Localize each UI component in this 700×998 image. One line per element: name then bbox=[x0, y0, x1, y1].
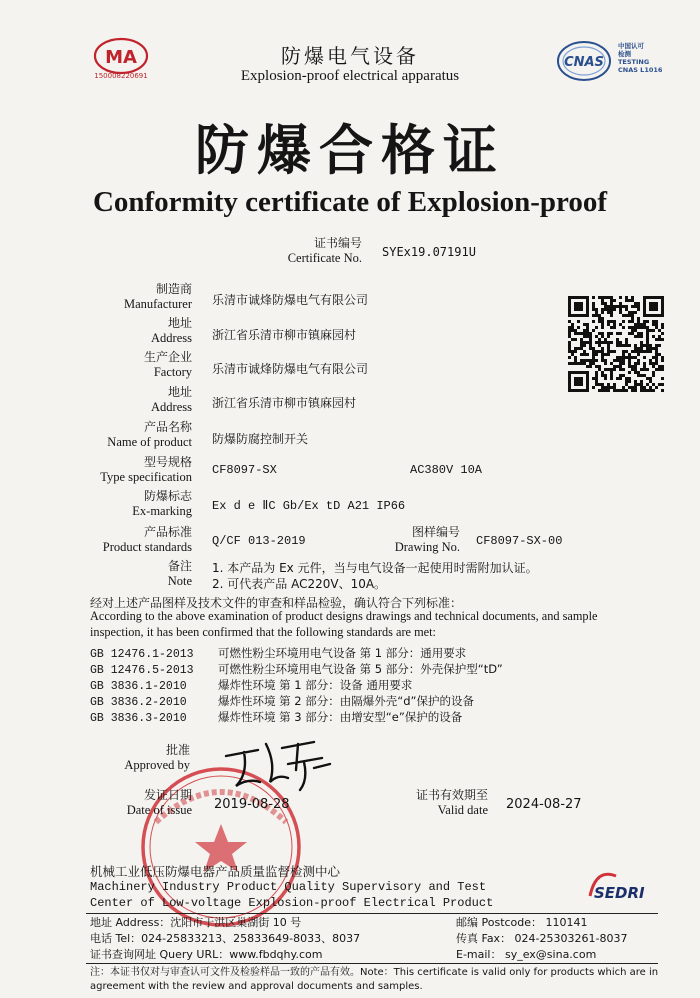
product-name-label: 产品名称 Name of product bbox=[107, 420, 192, 449]
product-standards-value: Q/CF 013-2019 bbox=[212, 534, 306, 548]
issuer-cn: 机械工业低压防爆电器产品质量监督检测中心 bbox=[90, 864, 341, 879]
note-line-2: 2. 可代表产品 AC220V、10A。 bbox=[212, 577, 387, 591]
contact-divider-top bbox=[86, 913, 658, 914]
header-title-cn: 防爆电气设备 bbox=[281, 44, 419, 68]
note-label: 备注 Note bbox=[167, 559, 192, 588]
standard-code: GB 3836.1-2010 bbox=[90, 680, 187, 693]
contact-query-url: 证书查询网址 Query URL：www.fbdqhy.com bbox=[90, 948, 323, 961]
cnas-accreditation-text: 中国认可 检测 TESTING CNAS L1016 bbox=[618, 42, 663, 74]
type-spec-label: 型号规格 Type specification bbox=[100, 455, 192, 484]
standard-code: GB 3836.3-2010 bbox=[90, 712, 187, 725]
certificate-no-label: 证书编号 Certificate No. bbox=[287, 236, 362, 265]
standard-description: 可燃性粉尘环境用电气设备 第 1 部分：通用要求 bbox=[218, 646, 467, 660]
standard-code: GB 3836.2-2010 bbox=[90, 696, 187, 709]
contact-postcode: 邮编 Postcode： 110141 bbox=[456, 916, 588, 929]
certificate-title-en: Conformity certificate of Explosion-proof bbox=[92, 186, 608, 218]
factory-address-value: 浙江省乐清市柳市镇麻园村 bbox=[212, 396, 357, 410]
factory-value: 乐清市诚烽防爆电气有限公司 bbox=[212, 362, 369, 376]
standard-description: 爆炸性环境 第 3 部分：由增安型“e”保护的设备 bbox=[218, 710, 463, 724]
examination-cn: 经对上述产品图样及技术文件的审查和样品检验，确认符合下列标准： bbox=[90, 596, 463, 610]
standard-row bbox=[90, 706, 462, 725]
examination-en: According to the above examination of product designs drawings and technical documents, and sample inspection, it has been confirmed that the following standards are met: bbox=[90, 609, 598, 639]
signature-icon bbox=[218, 734, 338, 794]
approved-by-label: 批准 Approved by bbox=[124, 743, 190, 772]
note-line-1: 1. 本产品为 Ex 元件，当与电气设备一起使用时需附加认证。 bbox=[212, 561, 538, 575]
header-title-en: Explosion-proof electrical apparatus bbox=[240, 68, 460, 84]
issuer-en-1: Machinery Industry Product Quality Supervisory and Test bbox=[90, 880, 487, 894]
manufacturer-value: 乐清市诚烽防爆电气有限公司 bbox=[212, 293, 369, 307]
certificate-title-cn: 防爆合格证 bbox=[195, 118, 505, 182]
drawing-no-label: 图样编号 Drawing No. bbox=[394, 525, 460, 554]
sedri-logo-icon bbox=[586, 862, 652, 906]
svg-text:CNAS: CNAS bbox=[564, 55, 604, 70]
ex-marking-value: Ex d e ⅡC Gb/Ex tD A21 IP66 bbox=[212, 499, 406, 513]
valid-date-label: 证书有效期至 Valid date bbox=[415, 788, 488, 817]
contact-divider-bottom bbox=[86, 963, 658, 964]
contact-address: 地址 Address：沈阳市于洪区巢湖街 10 号 bbox=[90, 916, 302, 929]
contact-tel: 电话 Tel：024-25833213、25833649-8033、8037 bbox=[90, 932, 361, 945]
type-spec-value: CF8097-SX bbox=[212, 463, 277, 477]
footer-note: 注：本证书仅对与审查认可文件及检验样品一致的产品有效。Note：This certificate is valid only for products which are in agreement with the review and approval documents and samples. bbox=[90, 967, 659, 992]
issuer-en-2: Center of Low-voltage Explosion-proof Electrical Product bbox=[90, 896, 494, 910]
drawing-no-value: CF8097-SX-00 bbox=[476, 534, 563, 548]
qr-code-icon bbox=[568, 296, 664, 392]
address-label: 地址 Address bbox=[151, 316, 192, 345]
manufacturer-label: 制造商 Manufacturer bbox=[123, 282, 192, 311]
type-spec-rating: AC380V 10A bbox=[410, 463, 483, 477]
ex-marking-label: 防爆标志 Ex-marking bbox=[132, 489, 192, 518]
svg-text:SEDRI: SEDRI bbox=[594, 884, 645, 902]
svg-text:MA: MA bbox=[105, 47, 137, 68]
standard-description: 爆炸性环境 第 2 部分：由隔爆外壳“d”保护的设备 bbox=[218, 694, 474, 708]
product-standards-label: 产品标准 Product standards bbox=[102, 525, 192, 554]
valid-date-value: 2024-08-27 bbox=[506, 797, 582, 812]
contact-email: E-mail： sy_ex@sina.com bbox=[456, 948, 597, 961]
issue-date-label: 发证日期 Date of issue bbox=[126, 788, 192, 817]
contact-fax: 传真 Fax： 024-25303261-8037 bbox=[456, 932, 628, 945]
factory-address-label: 地址 Address bbox=[151, 385, 192, 414]
certificate-no-value: SYEx19.07191U bbox=[382, 245, 476, 259]
issue-date-value: 2019-08-28 bbox=[214, 797, 290, 812]
standard-code: GB 12476.5-2013 bbox=[90, 664, 194, 677]
factory-label: 生产企业 Factory bbox=[143, 350, 192, 379]
product-name-value: 防爆防腐控制开关 bbox=[212, 432, 309, 446]
cma-number: 150008220691 bbox=[94, 72, 148, 80]
standard-description: 可燃性粉尘环境用电气设备 第 5 部分：外壳保护型“tD” bbox=[218, 662, 503, 676]
standard-code: GB 12476.1-2013 bbox=[90, 648, 194, 661]
address-value: 浙江省乐清市柳市镇麻园村 bbox=[212, 328, 357, 342]
standard-description: 爆炸性环境 第 1 部分：设备 通用要求 bbox=[218, 678, 413, 692]
